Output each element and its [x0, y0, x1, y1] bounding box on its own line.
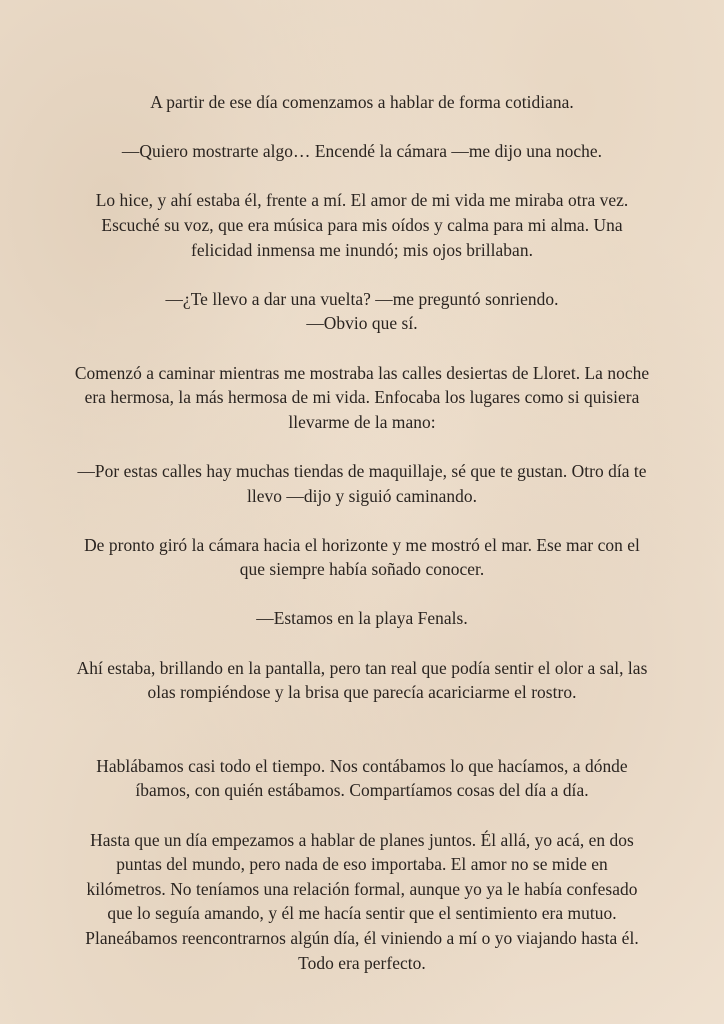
text-line: —Obvio que sí. [306, 313, 418, 334]
text-line: llevo —dijo y siguió caminando. [246, 485, 477, 506]
paragraph-11 [22, 828, 702, 976]
text-line: olas rompiéndose y la brisa que parecía acariciarme el rostro. [147, 682, 577, 703]
paragraph-1 [22, 90, 702, 115]
text-line: felicidad inmensa me inundó; mis ojos brillaban. [191, 239, 533, 260]
text-line: Ahí estaba, brillando en la pantalla, pero tan real que podía sentir el olor a sal, las [76, 657, 648, 678]
text-line: que siempre había soñado conocer. [239, 559, 485, 580]
paragraph-8 [22, 606, 702, 631]
text-line: De pronto giró la cámara hacia el horizonte y me mostró el mar. Ese mar con el [84, 534, 640, 555]
paragraph-6 [22, 459, 702, 508]
text-line: Hablábamos casi todo el tiempo. Nos contábamos lo que hacíamos, a dónde [96, 755, 628, 776]
text-line: Lo hice, y ahí estaba él, frente a mí. El amor de mi vida me miraba otra vez. [95, 190, 629, 211]
paragraph-2 [22, 139, 702, 164]
text-line: Todo era perfecto. [298, 952, 426, 973]
paragraph-4 [22, 287, 702, 336]
text-line: —Estamos en la playa Fenals. [256, 608, 468, 629]
paragraph-5 [22, 361, 702, 435]
text-line: —Quiero mostrarte algo… Encendé la cámara —me dijo una noche. [121, 141, 603, 162]
text-line: era hermosa, la más hermosa de mi vida. Enfocaba los lugares como si quisiera [84, 387, 640, 408]
text-line: íbamos, con quién estábamos. Compartíamos cosas del día a día. [135, 780, 589, 801]
paragraph-9 [22, 656, 702, 705]
paragraph-7 [22, 533, 702, 582]
text-line: Escuché su voz, que era música para mis oídos y calma para mi alma. Una [101, 214, 623, 235]
text-line: A partir de ese día comenzamos a hablar de forma cotidiana. [150, 92, 574, 112]
text-line: llevarme de la mano: [288, 411, 436, 432]
text-line: kilómetros. No teníamos una relación formal, aunque yo ya le había confesado [86, 878, 638, 899]
text-line: que lo seguía amando, y él me hacía sentir que el sentimiento era mutuo. [107, 903, 617, 924]
text-line: puntas del mundo, pero nada de eso importaba. El amor no se mide en [116, 854, 608, 875]
text-line: Hasta que un día empezamos a hablar de planes juntos. Él allá, yo acá, en dos [90, 829, 634, 850]
paragraph-10 [22, 754, 702, 803]
text-line: Comenzó a caminar mientras me mostraba las calles desiertas de Lloret. La noche [74, 362, 650, 383]
text-line: Planeábamos reencontrarnos algún día, él viniendo a mí o yo viajando hasta él. [85, 928, 639, 948]
text-line: —Por estas calles hay muchas tiendas de maquillaje, sé que te gustan. Otro día te [77, 460, 647, 481]
text-line: —¿Te llevo a dar una vuelta? —me preguntó sonriendo. [165, 288, 559, 309]
paragraph-3 [22, 188, 702, 262]
